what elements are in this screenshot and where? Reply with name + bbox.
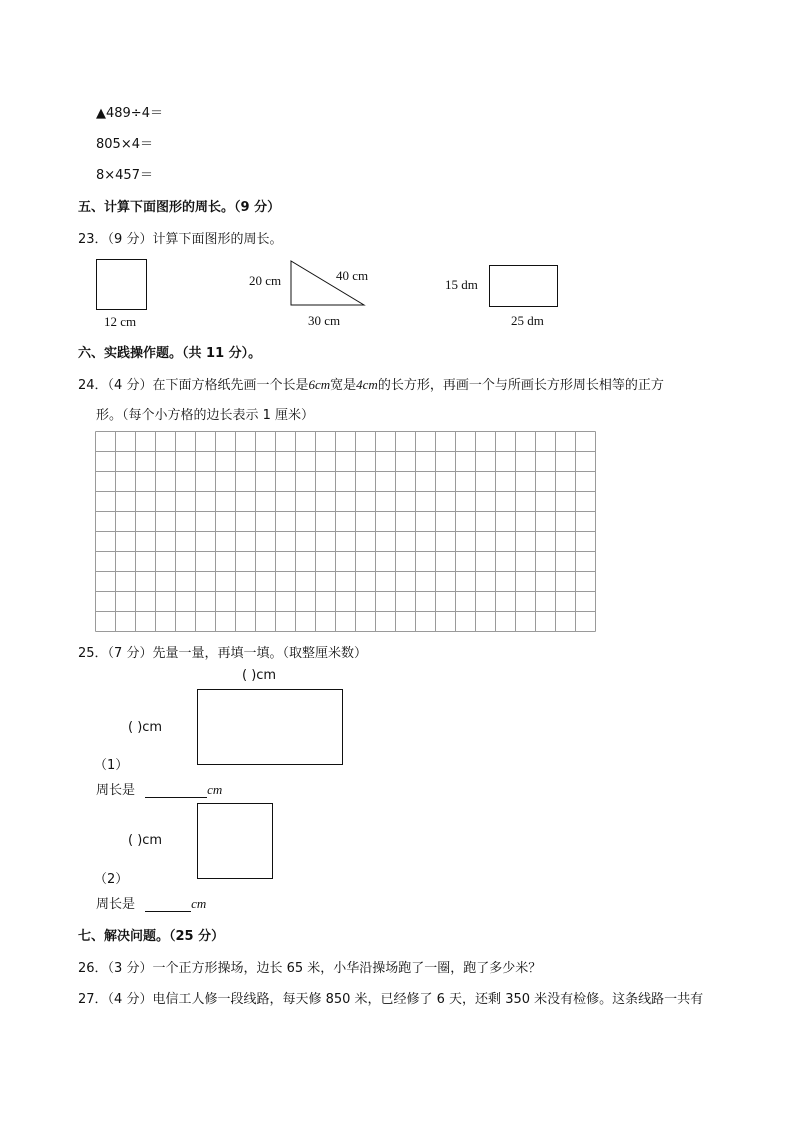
perimeter-label: 周长是 [96, 897, 136, 912]
triangle-bottom-label: 30 cm [308, 313, 341, 328]
q25-rectangle [197, 689, 343, 765]
q24-length-unit: cm [314, 377, 331, 392]
perimeter-answer-blank-2[interactable] [145, 899, 191, 912]
q25-sub-1: （1） [94, 758, 129, 773]
q25-square [197, 803, 273, 879]
calc-line-2: 805×4＝ [96, 137, 153, 152]
section-7-heading: 七、解决问题。（25 分） [78, 929, 225, 944]
question-24-line-2: 形。（每个小方格的边长表示 1 厘米） [96, 408, 315, 423]
question-23: 23．（9 分）计算下面图形的周长。 [78, 232, 283, 247]
question-27: 27．（4 分）电信工人修一段线路，每天修 850 米，已经修了 6 天，还剩 350 米没有检修。这条线路一共有 [78, 992, 704, 1007]
calc-line-1: ▲489÷4＝ [96, 106, 163, 121]
triangle-left-label: 20 cm [249, 273, 282, 288]
perimeter-label: 周长是 [96, 783, 136, 798]
square-side-label: 12 cm [104, 314, 137, 329]
question-26: 26．（3 分）一个正方形操场，边长 65 米，小华沿操场跑了一圈，跑了多少米？ [78, 961, 542, 976]
calc-line-3: 8×457＝ [96, 168, 153, 183]
question-25: 25．（7 分）先量一量，再填一填。（取整厘米数） [78, 646, 367, 661]
q25-perimeter-1 [96, 779, 222, 798]
rectangle-bottom-label: 25 dm [511, 313, 544, 328]
triangle-hypotenuse-label: 40 cm [336, 268, 369, 283]
q25-sub-2: （2） [94, 872, 129, 887]
rectangle-figure [489, 265, 558, 307]
section-6-heading: 六、实践操作题。（共 11 分）。 [78, 346, 262, 361]
grid-paper[interactable] [95, 431, 597, 633]
q24-width-unit: cm [362, 377, 378, 392]
perimeter-answer-blank-1[interactable] [145, 785, 207, 798]
q24-length-value: 6 [308, 377, 315, 392]
q25-perimeter-2 [96, 893, 206, 912]
question-24-line-1: 24．（4 分）在下面方格纸先画一个长是6cm宽是4cm的长方形，再画一个与所画长方形周长相等的正方 [78, 377, 664, 393]
perimeter-unit: cm [191, 896, 207, 911]
q24-width-value: 4 [356, 377, 363, 392]
section-5-heading: 五、计算下面图形的周长。（9 分） [78, 200, 281, 215]
q25-top-length-blank[interactable]: ( )cm [242, 668, 277, 683]
q25-left-length-blank-1[interactable]: ( )cm [128, 720, 163, 735]
q25-left-length-blank-2[interactable]: ( )cm [128, 833, 163, 848]
perimeter-unit: cm [207, 782, 223, 797]
rectangle-left-label: 15 dm [445, 277, 478, 292]
